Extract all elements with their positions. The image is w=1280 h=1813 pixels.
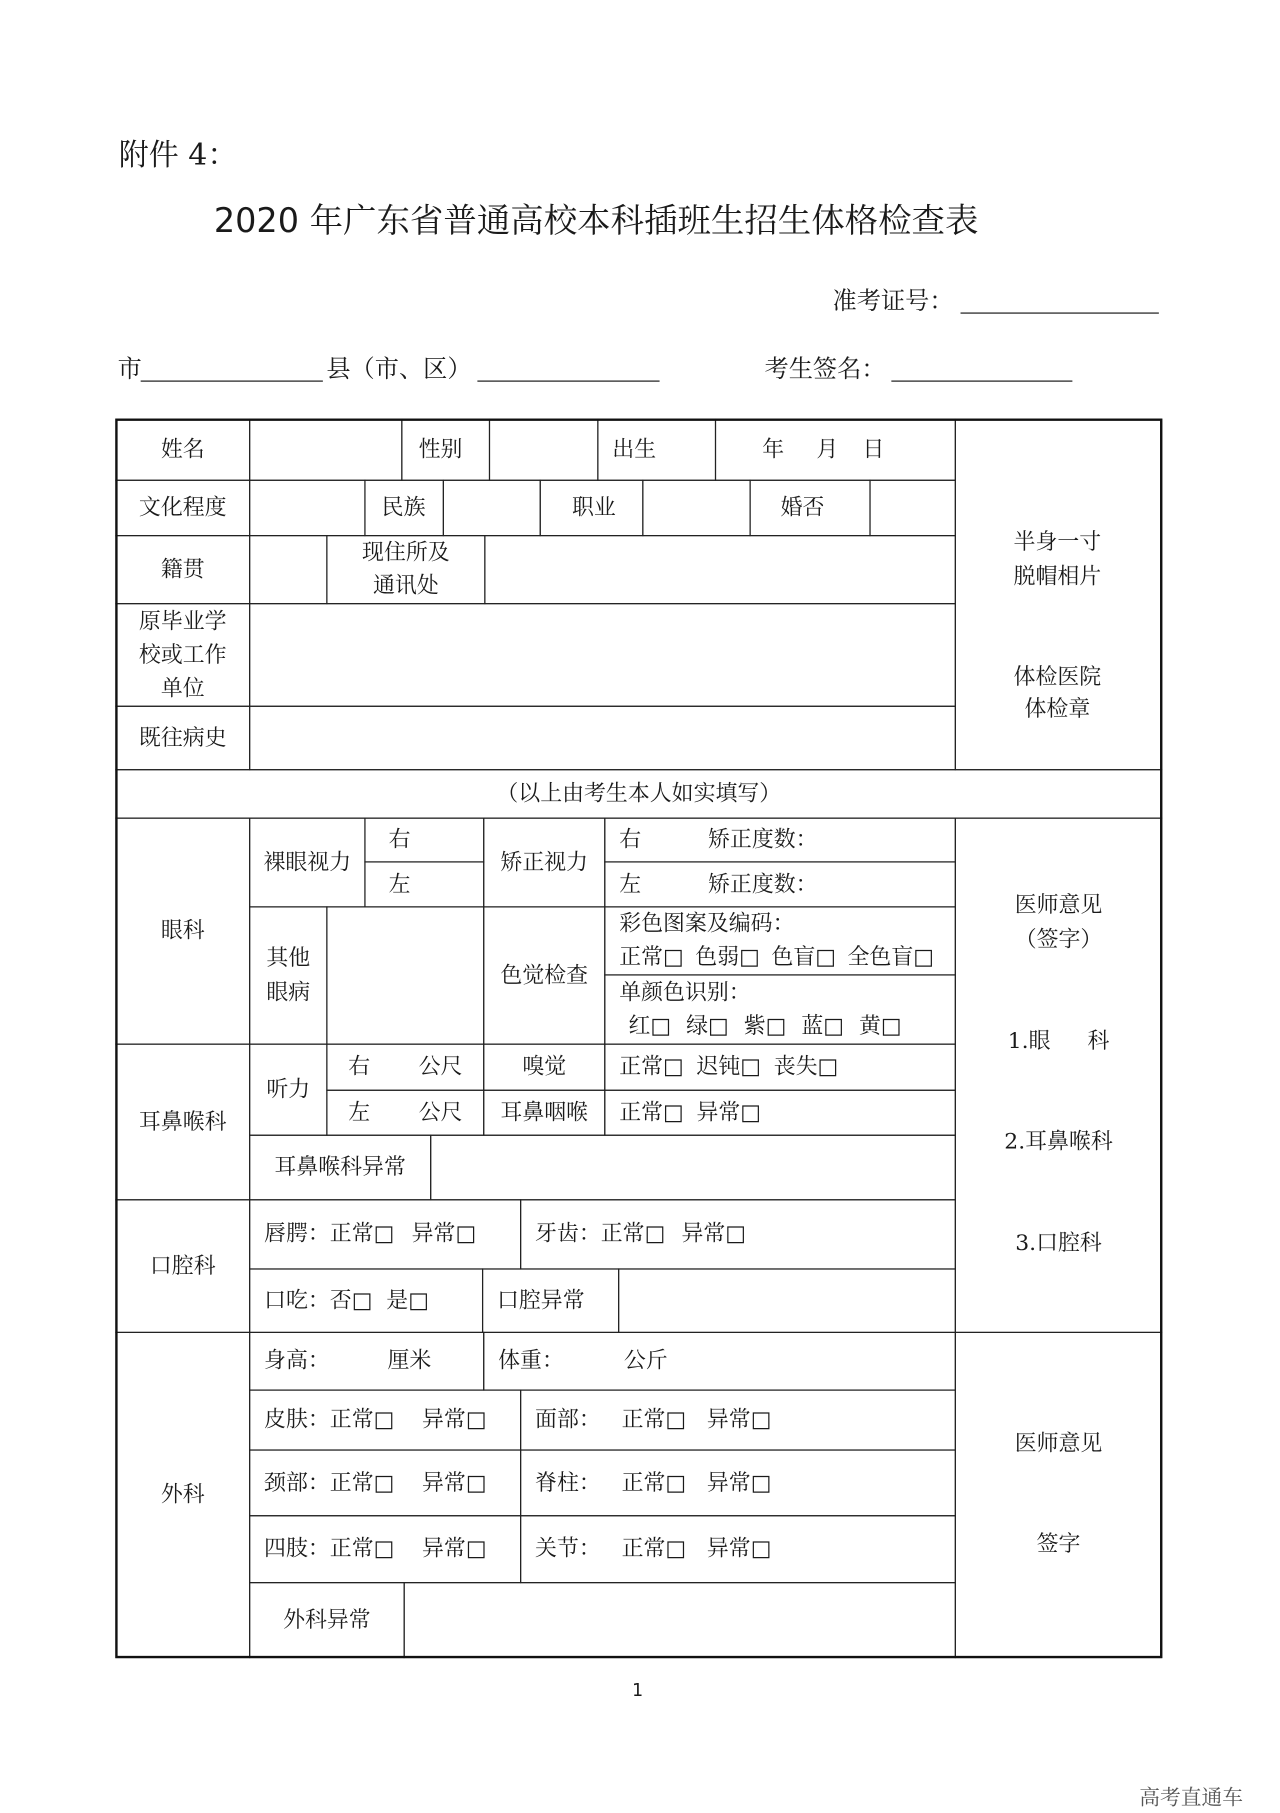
joints-options: 关节： 正常□ 异常□: [520, 1515, 956, 1583]
face-options: 面部： 正常□ 异常□: [520, 1389, 956, 1450]
corrected-vision-label: 矫正视力: [483, 818, 605, 908]
oral-section-label: 口腔科: [115, 1199, 250, 1333]
address-label: 现住所及通讯处: [362, 539, 450, 599]
county-line: [477, 381, 659, 382]
doctor-opinion-label: 医师意见: [1014, 892, 1103, 918]
birth-month-label: 月: [816, 436, 839, 462]
native-place-label: 籍贯: [115, 535, 250, 604]
stutter-options: 口吃：否□ 是□: [249, 1268, 483, 1333]
doctor-signature-note: （签字）: [1014, 927, 1103, 953]
color-pattern-label: 彩色图案及编码：: [619, 910, 795, 937]
stamp-text: 体检医院体检章: [1013, 664, 1102, 722]
school-label: 原毕业学校或工作单位: [138, 608, 227, 701]
hearing-right-side: 右: [348, 1053, 371, 1080]
photo-text: 半身一寸脱帽相片: [1013, 529, 1102, 590]
doctor-item-ent: 2.耳鼻喉科: [1004, 1128, 1113, 1155]
table-frame: [115, 419, 1162, 1659]
hearing-label: 听力: [249, 1044, 327, 1136]
name-label: 姓名: [115, 419, 250, 481]
ent-section-label: 耳鼻喉科: [115, 1044, 250, 1201]
other-eye-disease-label: 其他眼病: [266, 945, 311, 1006]
smell-options: 正常□ 迟钝□ 丧失□: [604, 1044, 956, 1091]
eye-section-label: 眼科: [115, 818, 250, 1045]
height-label: 身高：: [264, 1347, 330, 1374]
county-label: 县（市、区）: [326, 355, 472, 383]
history-label: 既往病史: [115, 706, 250, 771]
page-number: 1: [632, 1680, 644, 1701]
doctor-item-eye: 1.眼 科: [1007, 1028, 1110, 1054]
exam-number-label: 准考证号：: [832, 287, 954, 315]
naked-vision-right: 右: [364, 818, 484, 863]
exam-number-line: [961, 312, 1159, 313]
ethnicity-label: 民族: [364, 480, 444, 537]
gender-label: 性别: [401, 419, 490, 481]
corrected-right-side: 右: [619, 826, 642, 853]
surgery-signature-label: 签字: [1036, 1531, 1081, 1557]
naked-vision-label: 裸眼视力: [249, 818, 365, 908]
oral-abnormal-label: 口腔异常: [482, 1268, 619, 1333]
throat-label: 耳鼻咽喉: [483, 1090, 605, 1136]
marital-label: 婚否: [750, 480, 871, 537]
doctor-item-oral: 3.口腔科: [1015, 1230, 1102, 1256]
smell-label: 嗅觉: [483, 1044, 605, 1091]
surgery-doctor-opinion-label: 医师意见: [1014, 1430, 1103, 1457]
height-unit: 厘米: [387, 1347, 432, 1374]
hearing-left-unit: 公尺: [418, 1099, 463, 1125]
surgery-abnormal-label: 外科异常: [249, 1582, 405, 1658]
spine-options: 脊柱： 正常□ 异常□: [520, 1449, 956, 1516]
color-vision-label: 色觉检查: [483, 906, 605, 1044]
naked-vision-left: 左: [364, 861, 484, 907]
birth-year-label: 年: [762, 436, 785, 462]
lip-palate-options: 唇腭：正常□ 异常□: [249, 1199, 521, 1269]
fill-note: （以上由考生本人如实填写）: [115, 769, 1162, 819]
teeth-options: 牙齿：正常□ 异常□: [520, 1199, 956, 1269]
ent-abnormal-label: 耳鼻喉科异常: [249, 1135, 431, 1201]
watermark: 高考直通车: [1139, 1786, 1244, 1811]
hearing-right-unit: 公尺: [418, 1053, 463, 1080]
page-title: 2020 年广东省普通高校本科插班生招生体格检查表: [213, 200, 979, 240]
corrected-left-degree-label: 矫正度数：: [708, 871, 818, 897]
birth-label: 出生: [597, 419, 716, 481]
attachment-label: 附件 4：: [118, 138, 238, 173]
corrected-left-side: 左: [619, 871, 642, 897]
single-color-label: 单颜色识别：: [619, 979, 751, 1005]
neck-options: 颈部：正常□ 异常□: [249, 1449, 521, 1516]
throat-options: 正常□ 异常□: [604, 1090, 956, 1136]
color-pattern-options: 正常□ 色弱□ 色盲□ 全色盲□: [619, 944, 934, 970]
corrected-right-degree-label: 矫正度数：: [708, 826, 818, 853]
city-line: [141, 381, 323, 382]
signature-line: [891, 381, 1072, 382]
weight-label: 体重：: [498, 1347, 564, 1374]
signature-label: 考生签名：: [764, 355, 886, 383]
occupation-label: 职业: [540, 480, 644, 537]
hearing-left-side: 左: [348, 1099, 371, 1125]
birth-day-label: 日: [862, 436, 885, 462]
limbs-options: 四肢：正常□ 异常□: [249, 1515, 521, 1583]
city-label: 市: [117, 355, 142, 383]
surgery-section-label: 外科: [115, 1332, 250, 1658]
education-label: 文化程度: [115, 480, 250, 537]
weight-unit: 公斤: [623, 1347, 668, 1374]
skin-options: 皮肤：正常□ 异常□: [249, 1389, 521, 1450]
single-color-options: 红□ 绿□ 紫□ 蓝□ 黄□: [628, 1012, 902, 1039]
